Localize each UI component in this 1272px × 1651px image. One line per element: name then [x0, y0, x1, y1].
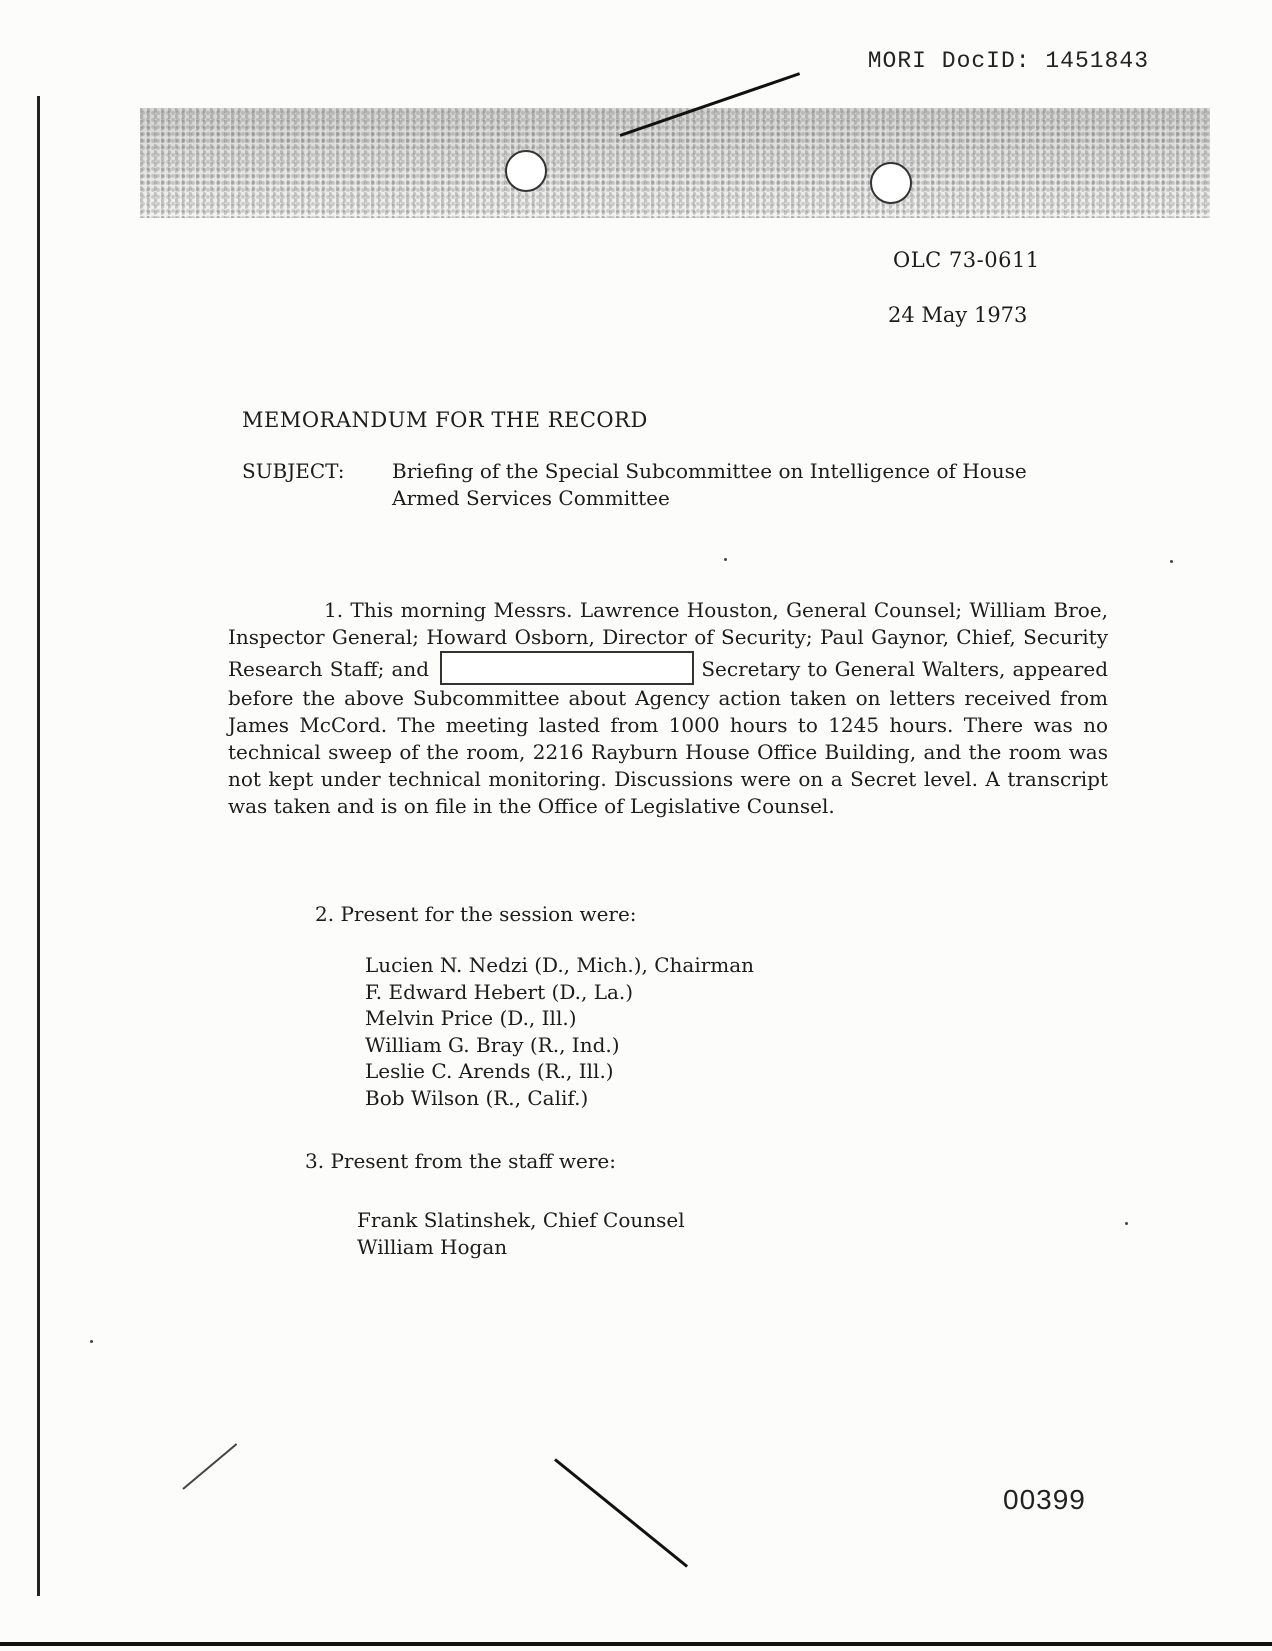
scan-speck — [1125, 1222, 1128, 1225]
memo-title: MEMORANDUM FOR THE RECORD — [242, 408, 648, 432]
paragraph-2-heading: 2. Present for the session were: — [315, 902, 637, 926]
memo-date: 24 May 1973 — [888, 303, 1028, 327]
bottom-edge-line — [0, 1642, 1272, 1646]
paragraph-3-heading: 3. Present from the staff were: — [305, 1149, 616, 1173]
document-id: MORI DocID: 1451843 — [867, 48, 1149, 74]
paragraph-1-text-end: Secretary to General Walters, appeared before the above Subcommittee about Agency action taken on letters received from James McCord. The meeting lasted from 1000 hours to 1245 hours. There was no technical sweep of the room, 2216 Rayburn House Office Building, and the room was not kept under technical monitoring. Discussions were on a Secret level. A transcript was taken and is on file in the Office of Legislative Counsel. — [228, 657, 1108, 818]
members-list — [365, 952, 754, 1111]
list-item: Melvin Price (D., Ill.) — [365, 1006, 577, 1030]
scan-speck — [1170, 560, 1173, 563]
scan-speck — [724, 558, 727, 561]
subject-text: Briefing of the Special Subcommittee on Intelligence of House Armed Services Committee — [392, 459, 1027, 510]
page-number: 00399 — [1003, 1484, 1086, 1515]
list-item: Lucien N. Nedzi (D., Mich.), Chairman — [365, 953, 755, 977]
subject-label: SUBJECT: — [242, 459, 345, 483]
list-item: Frank Slatinshek, Chief Counsel — [357, 1208, 685, 1232]
list-item: Bob Wilson (R., Calif.) — [365, 1085, 589, 1110]
paragraph-1-text-start: 1. This morning Messrs. Lawrence Houston, General Counsel; William Broe, Inspector General; Howard Osborn, Director of Security; Paul Gaynor, Chief, Security Research Staff; and — [228, 598, 1108, 681]
redaction-box — [440, 651, 694, 685]
left-margin-line — [37, 96, 40, 1596]
scan-noise-band — [140, 108, 1210, 218]
staff-list — [357, 1207, 685, 1260]
list-item: F. Edward Hebert (D., La.) — [365, 979, 634, 1004]
slash-mark-bottom — [554, 1458, 688, 1567]
list-item: William G. Bray (R., Ind.) — [365, 1032, 620, 1057]
paragraph-1 — [228, 597, 1108, 820]
slash-mark-small — [182, 1443, 237, 1490]
punch-hole-right — [870, 162, 912, 204]
reference-number: OLC 73-0611 — [893, 248, 1040, 272]
subject-line — [242, 458, 1042, 512]
list-item: Leslie C. Arends (R., Ill.) — [365, 1059, 614, 1083]
scan-speck — [90, 1340, 93, 1343]
punch-hole-left — [505, 150, 547, 192]
list-item: William Hogan — [357, 1234, 508, 1259]
